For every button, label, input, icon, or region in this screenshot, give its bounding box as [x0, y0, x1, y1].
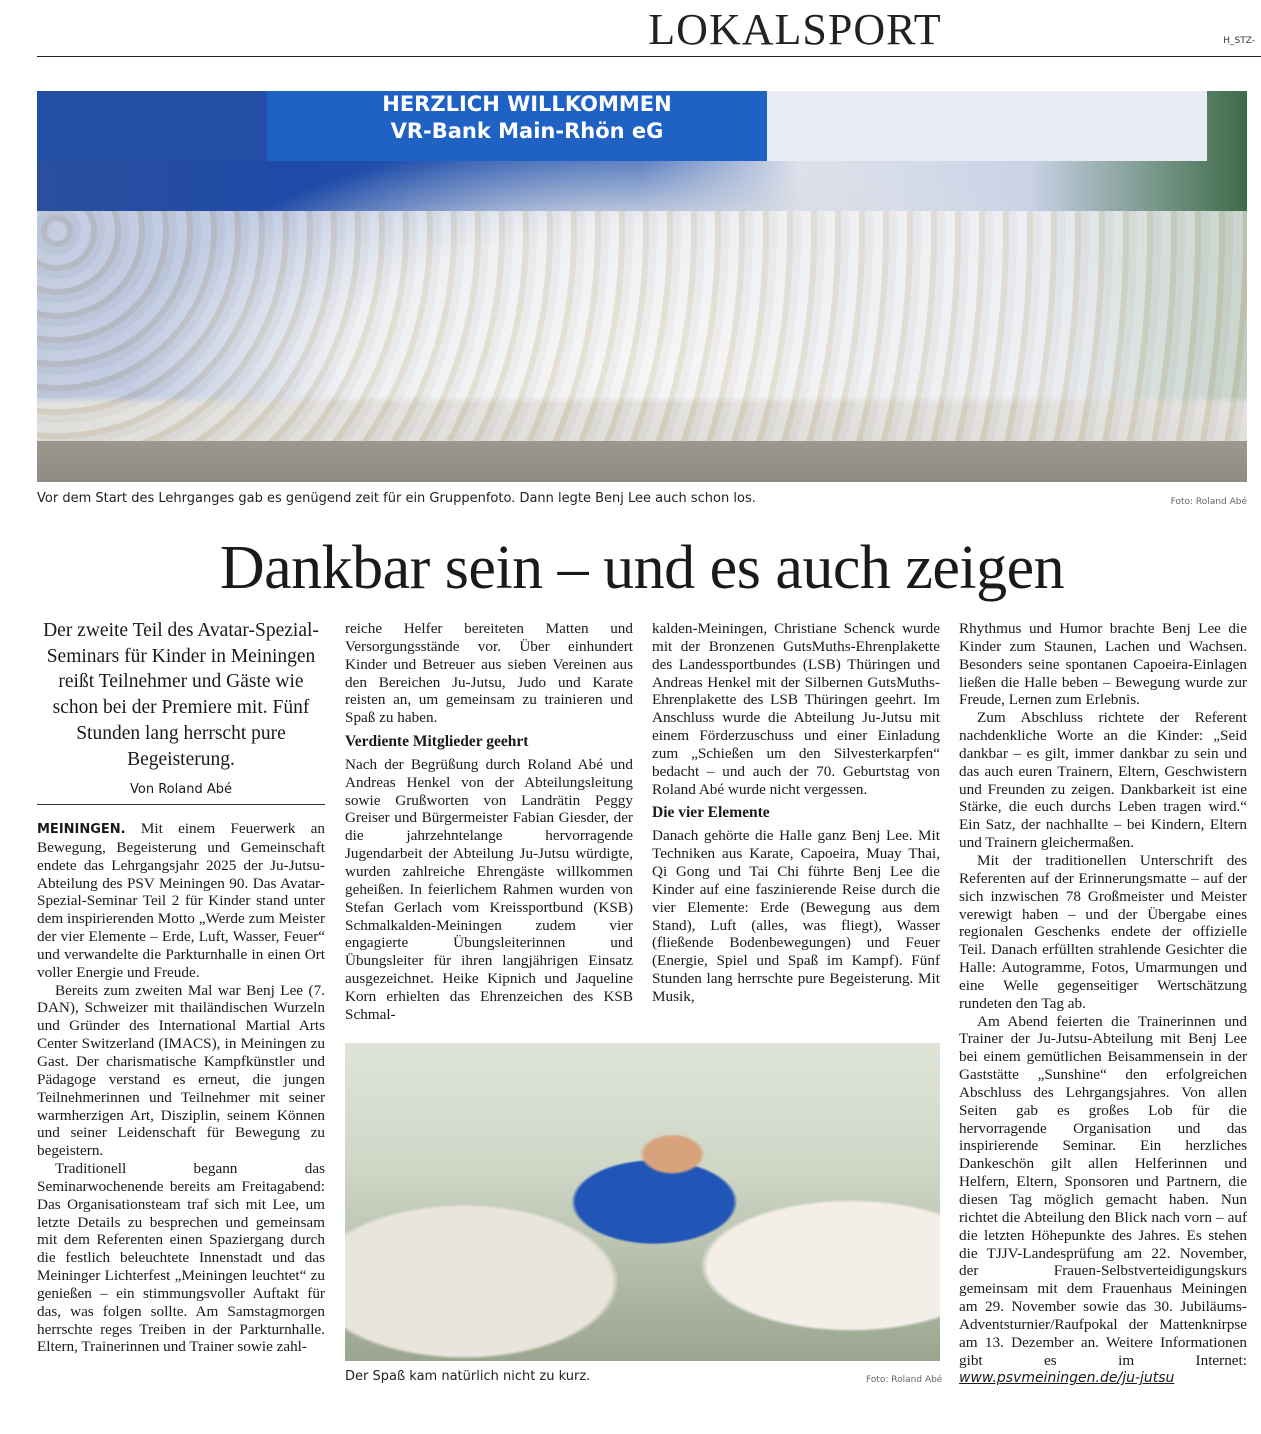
paragraph: Traditionell begann das Seminarwochenende bereits am Freitagabend: Das Organisationsteam traf sich mit Lee, um letzte Details zu besprechen und gemeinsam mit dem Referenten einen Spaziergang durch die festlich beleuchtete Innenstadt und das Meininger Lichterfest „Meiningen leuchtet“ zu genießen – ein stimmungsvoller Auftakt für das, was folgen sollte. Am Samstagmorgen herrschte reges Treiben in der Parkturnhalle. Eltern, Trainerinnen und Trainer sowie zahl- [37, 1160, 325, 1356]
paragraph [959, 1013, 1247, 1389]
column-3 [652, 620, 940, 1006]
paragraph: Rhythmus und Humor brachte Benj Lee die Kinder zum Staunen, Lachen und Wachsen. Besonders seine spontanen Capoeira-Einlagen ließen die Halle beben – Bewegung wurde zur Freude, Lernen zum Erlebnis. [959, 620, 1247, 709]
paragraph: Mit der traditionellen Unterschrift des Referenten auf der Erinnerungsmatte – auf der sich inzwischen 78 Großmeister und Meister verewigt haben – und der Übergabe eines regionalen Geschenks endete der offizielle Teil. Danach erfüllten strahlende Gesichter die Halle: Autogramme, Fotos, Umarmungen und eine Welle gegenseitiger Wertschätzung rundeten den Tag ab. [959, 851, 1247, 1012]
paragraph-text: Mit einem Feuerwerk an Bewegung, Begeisterung und Gemeinschaft endete das Lehrgangsjahr 2025 der Ju-Jutsu-Abteilung des PSV Meiningen 90. Das Avatar-Spezial-Seminar Teil 2 für Kinder stand unter dem inspirierenden Motto „Werde zum Meister der vier Elemente – Erde, Luft, Wasser, Feuer“ und verwandelte die Parkturnhalle in einen Ort voller Energie und Freude. [37, 820, 325, 981]
photo2-credit: Foto: Roland Abé [866, 1375, 943, 1385]
paragraph [37, 820, 325, 982]
column-1 [37, 820, 325, 1356]
banner-text: HERZLICH WILLKOMMEN VR-Bank Main-Rhön eG [382, 92, 672, 143]
dateline: MEININGEN. [37, 822, 126, 837]
paragraph: Danach gehörte die Halle ganz Benj Lee. Mit Techniken aus Karate, Capoeira, Muay Thai, Qi Gong und Tai Chi führte Benj Lee die Kinder auf eine faszinierende Reise durch die vier Elemente: Erde (Bewegung aus dem Stand), Luft (alles, was fliegt), Wasser (fließende Bodenbewegungen) und Feuer (Energie, Spiel und Spaß im Kampf). Fünf Stunden lang herrschte pure Begeisterung. Mit Musik, [652, 827, 940, 1005]
subheading: Verdiente Mitglieder geehrt [345, 733, 529, 751]
group-of-children [37, 211, 1247, 441]
section-title: LOKALSPORT [648, 5, 942, 54]
column-2 [345, 620, 633, 1024]
photo1-credit: Foto: Roland Abé [1170, 497, 1247, 507]
training-photo [345, 1043, 940, 1361]
page-code: H_STZ- [1223, 36, 1255, 46]
paragraph-text: Am Abend feierten die Trainerinnen und Trainer der Ju-Jutsu-Abteilung mit Benj Lee bei einem gemütlichen Beisammensein in der Gaststätte „Sunshine“ den erfolgreichen Abschluss des Lehrgangsjahres. Von allen Seiten gab es großes Lob für die hervorragende Organisation und das inspirierende Seminar. Ein herzliches Dankeschön gilt allen Helferinnen und Helfern, Eltern, Sponsoren und Partnern, die diesen Tag möglich gemacht haben. Nun richtet die Abteilung den Blick nach vorn – auf die letzten Höhepunkte des Jahres. Es stehen die TJJV-Landesprüfung am 22. November, der Frauen-Selbstverteidigungskurs gemeinsam mit dem Frauenhaus Meiningen am 29. November sowie das 30. Jubiläums-Adventsturnier/Raufpokal der Mattenknirpse am 13. Dezember an. Weitere Informationen gibt es im Internet: [959, 1012, 1247, 1369]
psv-banner [767, 91, 1207, 161]
photo2-caption: Der Spaß kam natürlich nicht zu kurz. [345, 1369, 591, 1384]
subheading: Die vier Elemente [652, 804, 770, 822]
photo1-caption: Vor dem Start des Lehrganges gab es genügend zeit für ein Gruppenfoto. Dann legte Benj Lee auch schon los. [37, 491, 756, 506]
paragraph: Zum Abschluss richtete der Referent nachdenkliche Worte an die Kinder: „Seid dankbar – es gilt, immer dankbar zu sein und das auch euren Trainern, Eltern, Geschwistern und Freunden zu zeigen. Dankbarkeit ist eine Stärke, die euch durchs Leben tragen wird.“ Ein Satz, der nachhallte – bei Kindern, Eltern und Trainern gleichermaßen. [959, 709, 1247, 852]
headline: Dankbar sein – und es auch zeigen [219, 534, 1065, 602]
paragraph: Nach der Begrüßung durch Roland Abé und Andreas Henkel von der Abteilungsleitung sowie Grußworten von Landrätin Peggy Greiser und Bürgermeister Fabian Giesder, der die jahrzehntelange hervorragende Jugendarbeit der Abteilung Ju-Jutsu würdigte, wurden zahlreiche Ehrengäste willkommen geheißen. In feierlichem Rahmen wurden von Stefan Gerlach vom Kreissportbund (KSB) Schmalkalden-Meiningen zudem vier engagierte Übungsleiterinnen und Übungsleiter für ihren langjährigen Einsatz ausgezeichnet. Heike Kipnich und Jaqueline Korn erhielten das Ehrenzeichen des KSB Schmal- [345, 755, 633, 1023]
header-divider [37, 56, 1261, 57]
lead-text: Der zweite Teil des Avatar-Spezial-Seminars für Kinder in Meiningen reißt Teilnehmer und Gäste wie schon bei der Premiere mit. Fünf Stunden lang herrscht pure Begeisterung. [43, 620, 319, 770]
website-link[interactable]: www.psvmeiningen.de/ju-jutsu [959, 1370, 1175, 1387]
byline: Von Roland Abé [130, 782, 232, 797]
byline-divider [37, 804, 325, 805]
column-4 [959, 620, 1247, 1388]
paragraph: kalden-Meiningen, Christiane Schenck wurde mit der Bronzenen GutsMuths-Ehrenplakette des Landessportbundes (LSB) Thüringen und Andreas Henkel mit der Silbernen GutsMuths-Ehrenplakette des LSB Thüringen geehrt. Im Anschluss wurde die Abteilung Ju-Jutsu mit einem Förderzuschuss und einer Einladung zum „Schießen um den Silvesterkarpfen“ bedacht – und auch der 70. Geburtstag von Roland Abé wurde nicht vergessen. [652, 620, 940, 798]
paragraph: reiche Helfer bereiteten Matten und Versorgungsstände vor. Über einhundert Kinder und Betreuer aus sieben Vereinen aus den Bereichen Ju-Jutsu, Judo und Karate reisten an, um gemeinsam zu trainieren und Spaß zu haben. [345, 620, 633, 727]
paragraph: Bereits zum zweiten Mal war Benj Lee (7. DAN), Schweizer mit thailändischen Wurzeln und Gründer des International Martial Arts Center Switzerland (IMACS), in Meiningen zu Gast. Der charismatische Kampfkünstler und Pädagoge verstand es erneut, die jungen Teilnehmerinnen und Teilnehmer mit seiner warmherzigen Art, Disziplin, seinem Können und seiner Leidenschaft für Bewegung zu begeistern. [37, 981, 325, 1160]
group-photo [37, 91, 1247, 482]
ju-jutsu-banner [37, 91, 267, 161]
